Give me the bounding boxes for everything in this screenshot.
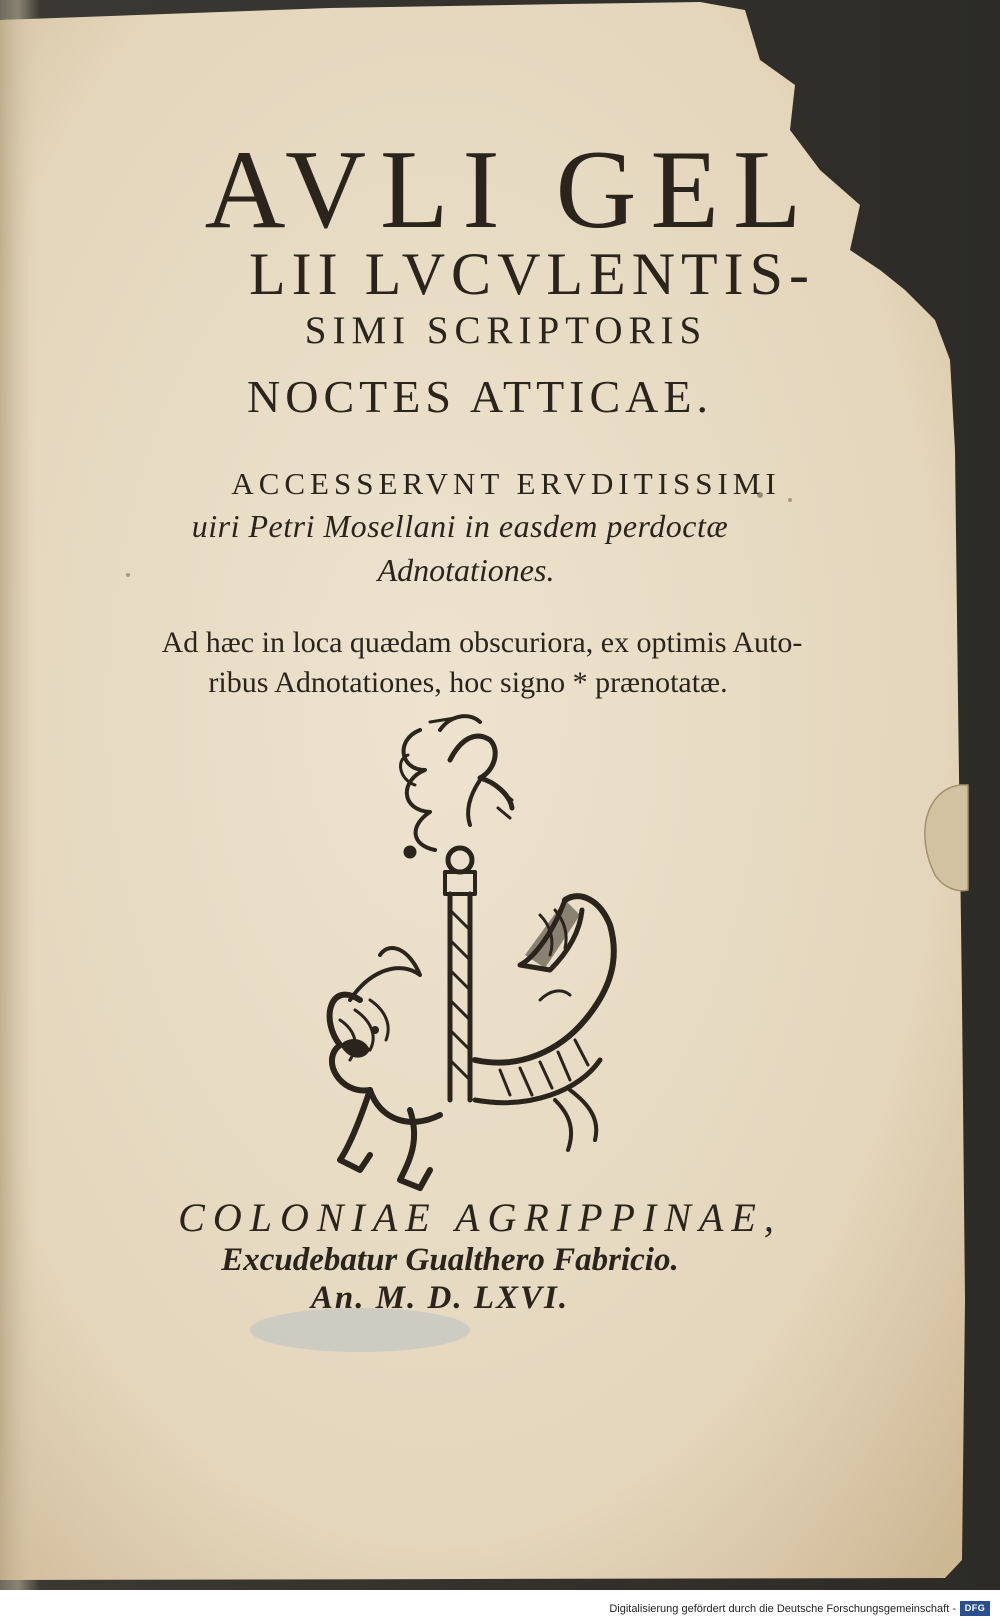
- imprint-year: An. M. D. LXVI.: [310, 1280, 570, 1316]
- subtitle-line-1: ACCESSERVNT ERVDITISSIMI: [231, 466, 781, 501]
- footer-credit: Digitalisierung gefördert durch die Deutsche Forschungsgemeinschaft -: [609, 1603, 956, 1615]
- printer-device-woodcut-icon: [300, 700, 640, 1200]
- imprint-printer: Excudebatur Gualthero Fabricio.: [221, 1242, 679, 1278]
- subtitle-line-3: Adnotationes.: [377, 552, 555, 588]
- dfg-logo: DFG: [960, 1601, 990, 1616]
- note-line-2: ribus Adnotationes, hoc signo * prænotatæ.: [208, 666, 728, 699]
- title-line-1: AVLI GEL: [204, 128, 816, 252]
- title-line-3: SIMI SCRIPTORIS: [304, 309, 708, 352]
- title-line-2: LII LVCVLENTIS-: [248, 241, 816, 307]
- imprint-place: COLONIAE AGRIPPINAE,: [178, 1195, 782, 1240]
- note-line-1: Ad hæc in loca quædam obscuriora, ex optimis Auto-: [161, 626, 803, 659]
- title-line-4: NOCTES ATTICAE.: [247, 371, 713, 422]
- subtitle-line-2: uiri Petri Mosellani in easdem perdoctæ: [191, 508, 729, 544]
- footer-bar: [0, 1590, 1000, 1623]
